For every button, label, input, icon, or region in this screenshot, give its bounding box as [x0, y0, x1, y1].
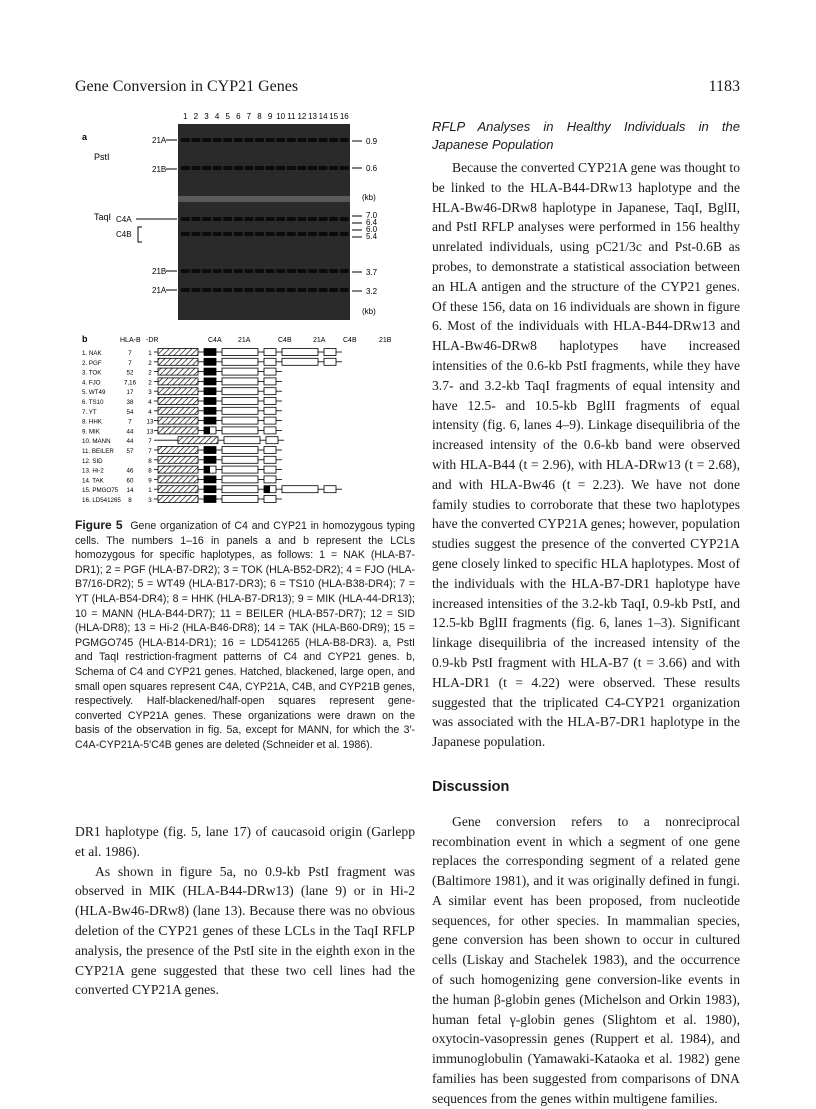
row-dr: 3: [148, 497, 152, 504]
gene-cyp21b: [264, 378, 276, 385]
gel-band: [191, 217, 200, 221]
row-hla-b: 7: [128, 350, 132, 357]
gene-c4a: [158, 447, 198, 454]
gel-band: [287, 217, 296, 221]
left-column: [75, 822, 415, 1000]
marker: 3.2: [366, 287, 378, 296]
row-name: 11. BEILER: [82, 448, 114, 455]
gel-band: [191, 166, 200, 170]
lane-number: 16: [339, 112, 349, 121]
row-name: 10. MANN: [82, 438, 111, 446]
gel-band: [191, 232, 200, 236]
gene-cyp21b: [324, 349, 336, 356]
row-hla-b: 44: [126, 428, 134, 436]
lane-number: 10: [276, 112, 286, 121]
gel-band: [340, 269, 349, 273]
row-name: 1. NAK: [82, 350, 102, 357]
col-hla-b: HLA-B: [120, 337, 141, 344]
gel-band: [297, 217, 306, 221]
marker: 0.9: [366, 137, 378, 146]
right-paragraph-1: Because the converted CYP21A gene was thought to be linked to the HLA-B44-DRw13 haplotype and the HLA-Bw46-DRw8 haplotype in Japanese, TaqI, BglII, and PstI RFLP analyses were performed in 156 healthy unrelated individuals, using pC21/3c and Pst-0.6B as probes, to demonstrate a statistical association between an HLA antigen and the structure of the CYP21 genes. Of these 156, data on 16 individuals are shown in figure 6. Most of the individuals with HLA-B44-DRw13 and HLA-Bw46-DRw8 haplotypes have increased intensities of the 0.6-kb PstI fragments, while they have 3.7- and 3.2-kb TaqI fragments of equal intensity and have 12.5- and 10.5-kb BglII fragments of equal intensity (fig. 6, lanes 4–9). Linkage disequilibria of the increased intensity of the 0.6-kb band were observed with HLA-B44 (t = 2.96), with HLA-DRw13 (t = 2.68), and with HLA-Bw46 (t = 2.23). We have not done family studies to corroborate that these two haplotypes have the converted CYP21A genes; however, population studies suggest the presence of the converted CYP21A gene closely linked to specific HLA haplotypes. Most of the individuals with the HLA-B7-DR1 haplotype have increased intensities of the 3.2-kb TaqI, 0.9-kb PstI, and 12.5-kb BglII fragments (fig. 6, lanes 1–3). Significant linkage disequilibria of the increased intensity of the 0.9-kb PstI fragment with HLA-B7 (t = 3.66) and with HLA-DR1 (t = 4.22) were observed. These results suggested that the triplicated C4-CYP21 organization was associated with the HLA-B7-DR1 haplotype in the Japanese population.: [432, 160, 740, 750]
row-hla-b: 52: [126, 369, 134, 377]
gene-c4a: [158, 456, 198, 463]
gel-band: [329, 269, 338, 273]
gene-c4a: [158, 398, 198, 405]
gel-band: [297, 138, 306, 142]
gel-band: [255, 232, 264, 236]
row-hla-b: 14: [126, 487, 134, 495]
gel-band: [287, 288, 296, 292]
figure-5a-gel: [80, 110, 415, 328]
gene-c4b: [222, 456, 258, 463]
gene-c4a: [158, 349, 198, 356]
gel-band: [319, 166, 328, 170]
gene-c4a: [158, 427, 198, 434]
gel-band: [297, 232, 306, 236]
row-name: 9. MIK: [82, 428, 100, 436]
gel-band: [202, 217, 211, 221]
gel-band: [276, 269, 285, 273]
left-paragraph-2: As shown in figure 5a, no 0.9-kb PstI fragment was observed in MIK (HLA-B44-DRw13) (lane 9) or in Hi-2 (HLA-Bw46-DRw8) (lane 13). Because there was no obvious deletion of the CYP21 genes of these LCLs in the TaqI RFLP analysis, the presence of the PstI site in the eighth exon in the CYP21A gene suggested that these two cell lines had the converted CYP21A genes.: [75, 863, 415, 998]
gene-c4b: [222, 358, 258, 365]
gel-band: [223, 138, 232, 142]
gene-c4b: [222, 417, 258, 424]
running-title: Gene Conversion in CYP21 Genes: [75, 78, 299, 95]
gel-band: [181, 288, 190, 292]
band-label-c4b: C4B: [116, 230, 132, 239]
gel-band: [234, 232, 243, 236]
lane-number: 3: [204, 112, 209, 121]
gene-cyp21b: [264, 466, 276, 473]
gel-band: [319, 232, 328, 236]
gene-c4b: [282, 358, 318, 365]
row-hla-b: 60: [126, 477, 134, 485]
gene-c4b: [222, 398, 258, 405]
gene-cyp21b: [264, 427, 276, 434]
row-dr: 3: [148, 389, 152, 397]
gel-band: [213, 288, 222, 292]
row-name: 7. YT: [82, 408, 97, 416]
gene-cyp21b: [264, 417, 276, 424]
row-name: 4. FJO: [82, 379, 101, 387]
gene-c4b: [222, 378, 258, 385]
row-dr: 9: [148, 477, 152, 485]
gel-band: [308, 138, 317, 142]
gel-band: [223, 217, 232, 221]
gene-cyp21b: [324, 486, 336, 493]
gel-band: [181, 166, 190, 170]
caption-text: Gene organization of C4 and CYP21 in homozygous typing cells. The numbers 1–16 in panels a and b represent the LCLs homozygous for specific haplotypes, as follows: 1 = NAK (HLA-B7-DR1); 2 = PGF (HLA-B7-DR2); 3 = TOK (HLA-B52-DR2); 4 = FJO (HLA-B7/16-DR2); 5 = WT49 (HLA-B17-DR3); 6 = TS10 (HLA-B38-DR4); 7 = YT (HLA-B54-DR4); 8 = HHK (HLA-B7-DR13); 9 = MIK (HLA-44-DR13); 10 = MANN (HLA-B44-DR7); 11 = BEILER (HLA-B57-DR7); 12 = SID (HLA-DR8); 13 = Hi-2 (HLA-B46-DR8); 14 = TAK (HLA-B60-DR9); 15 = PGMGO745 (HLA-B14-DR1); 16 = LD541265 (HLA-B8-DR3). a, PstI and TaqI restriction-fragment patterns of C4 and CYP21 genes. b, Schema of C4 and CYP21 genes. Hatched, blackened, large open, and small open squares represent C4A, CYP21A, C4B, and CYP21B genes, respectively. Half-blackened/half-open squares represent gene-converted CYP21A genes. These organizations were drawn on the basis of the observation in fig. 5a, except for MANN, for which the 3′-C4A-CYP21A-5′C4B genes are deleted (Schneider et al. 1986).: [75, 520, 415, 751]
right-paragraph-2: Gene conversion refers to a nonreciprocal recombination event in which a segment of one gene replaces the corresponding segment of a related gene (Baltimore 1981), and it was originally defined in fungi. A similar event has been proposed, from nucleotide sequences, for other species. In mammalian species, gene conversion has been shown to occur in cultured cells (Liskay and Stachelek 1983), and the occurrence of such homogenizing gene conversion-like events in the human β-globin genes (Michelson and Orkin 1983), human fetal γ-globin genes (Slightom et al. 1980), oxytocin-vasopressin genes (Ruppert et al. 1984), and immunoglobulin (Yamawaki-Kataoka et al. 1982) gene families has been suggested from comparisons of DNA sequences from the genes within multigene families.: [432, 813, 740, 1106]
gel-band: [329, 217, 338, 221]
caption-label: Figure 5: [75, 518, 123, 532]
gel-band: [244, 288, 253, 292]
discussion-heading: Discussion: [432, 778, 510, 795]
lane-number: 9: [267, 112, 273, 121]
lane-number: 1: [183, 112, 188, 121]
gel-band: [319, 269, 328, 273]
gel-band: [223, 232, 232, 236]
row-dr: 8: [148, 467, 152, 475]
gel-band: [234, 166, 243, 170]
gene-cyp21a: [204, 447, 216, 454]
marker: 3.7: [366, 268, 378, 277]
gene-cyp21b: [264, 349, 276, 356]
row-hla-b: 54: [126, 408, 134, 416]
gel-band: [255, 166, 264, 170]
gene-cyp21a: [204, 368, 216, 375]
gene-c4b: [222, 476, 258, 483]
lane-number: 8: [257, 112, 262, 121]
gel-band: [234, 217, 243, 221]
row-hla-b: 17: [126, 389, 134, 397]
row-name: 12. SID: [82, 457, 103, 465]
gene-c4a: [158, 496, 198, 503]
marker: 5.4: [366, 232, 378, 241]
row-dr: 7: [148, 448, 152, 455]
row-name: 16. LD541265: [82, 497, 121, 504]
gene-c4b: [222, 407, 258, 414]
gel-band: [340, 288, 349, 292]
row-name: 2. PGF: [82, 359, 102, 367]
gene-c4b: [222, 427, 258, 434]
gel-band: [340, 166, 349, 170]
gene-c4b: [222, 368, 258, 375]
gene-cyp21b: [264, 476, 276, 483]
gene-cyp21b: [264, 398, 276, 405]
gene-c4a: [158, 407, 198, 414]
row-dr: 2: [148, 379, 152, 387]
gel-band: [191, 288, 200, 292]
gel-band: [202, 288, 211, 292]
gene-cyp21a: [204, 496, 216, 503]
row-dr: 1: [148, 350, 152, 357]
lane-number: 12: [297, 112, 307, 121]
row-dr: 7: [148, 438, 152, 446]
marker: 7.0: [366, 211, 378, 220]
gene-cyp21a: [204, 456, 216, 463]
figure-caption: [75, 518, 415, 753]
gel-band: [223, 166, 232, 170]
gene-c4b: [282, 349, 318, 356]
gene-cyp21b: [264, 496, 276, 503]
gene-c4a: [158, 388, 198, 395]
gel-band: [255, 217, 264, 221]
gene-c4b: [224, 437, 260, 444]
lane-number: 7: [246, 112, 252, 121]
gel-band: [319, 288, 328, 292]
gel-band: [308, 269, 317, 273]
gene-cyp21a: [204, 486, 216, 493]
row-dr: 13: [146, 428, 154, 436]
gene-c4b: [222, 466, 258, 473]
gene-cyp21a: [204, 388, 216, 395]
col-gene: C4A: [208, 337, 222, 344]
col-gene: C4B: [343, 337, 357, 344]
gel-band: [202, 138, 211, 142]
gene-cyp21b: [264, 456, 276, 463]
row-hla-b: 7: [128, 418, 132, 426]
gel-band: [287, 138, 296, 142]
gene-c4a: [158, 466, 198, 473]
marker: 6.0: [366, 225, 378, 234]
band-label-21a-taq: 21A: [152, 286, 167, 295]
gel-band: [266, 288, 275, 292]
gel-band: [213, 138, 222, 142]
gene-c4a: [178, 437, 218, 444]
gene-cyp21a: [204, 407, 216, 414]
row-dr: 2: [148, 359, 152, 367]
gene-c4a: [158, 476, 198, 483]
row-hla-b: 38: [126, 399, 134, 406]
row-name: 15. PMGO75: [82, 487, 119, 495]
gel-band: [340, 232, 349, 236]
gene-cyp21b: [264, 407, 276, 414]
gel-band: [297, 269, 306, 273]
converted-half: [264, 486, 270, 493]
gene-c4a: [158, 378, 198, 385]
gene-cyp21b: [324, 358, 336, 365]
row-name: 13. Hi-2: [82, 467, 104, 475]
gel-band: [234, 269, 243, 273]
lane-number: 6: [236, 112, 241, 121]
gene-c4a: [158, 486, 198, 493]
gene-c4b: [222, 388, 258, 395]
right-column: [432, 118, 740, 1109]
row-dr: 8: [148, 457, 152, 465]
lane-number: 5: [225, 112, 230, 121]
gene-cyp21b: [264, 447, 276, 454]
gel-band: [297, 288, 306, 292]
gene-cyp21a: [204, 349, 216, 356]
gel-band: [276, 166, 285, 170]
lane-number: 11: [287, 112, 296, 121]
gel-band: [213, 232, 222, 236]
col-dr: -DR: [146, 337, 159, 344]
gel-band: [202, 269, 211, 273]
gel-band: [244, 232, 253, 236]
panel-a-label: a: [82, 132, 88, 142]
gel-band: [191, 138, 200, 142]
gel-band: [244, 138, 253, 142]
gel-band: [234, 138, 243, 142]
gene-cyp21a: [204, 398, 216, 405]
gene-c4b: [282, 486, 318, 493]
gel-band: [181, 217, 190, 221]
row-dr: 2: [148, 369, 152, 377]
gel-band: [287, 166, 296, 170]
gene-cyp21a: [204, 378, 216, 385]
col-gene: C4B: [278, 337, 292, 344]
gel-band: [181, 138, 190, 142]
marker: 6.4: [366, 218, 378, 227]
gel-band: [181, 232, 190, 236]
gel-band: [308, 288, 317, 292]
gel-band: [255, 138, 264, 142]
gel-band: [255, 288, 264, 292]
gel-band: [213, 217, 222, 221]
band-label-21b: 21B: [152, 165, 167, 174]
row-hla-b: 7,16: [123, 379, 137, 387]
gene-c4a: [158, 417, 198, 424]
gel-band: [244, 217, 253, 221]
gel-band: [191, 269, 200, 273]
gene-cyp21a: [204, 358, 216, 365]
row-dr: 4: [148, 408, 152, 416]
gene-cyp21a: [204, 417, 216, 424]
row-hla-b: 44: [126, 438, 134, 446]
gel-band: [276, 288, 285, 292]
gel-band: [266, 232, 275, 236]
gel-band: [287, 232, 296, 236]
converted-half: [204, 427, 210, 434]
gel-band: [181, 269, 190, 273]
band-label-21a: 21A: [152, 136, 167, 145]
gene-c4b: [222, 349, 258, 356]
row-hla-b: 57: [126, 448, 134, 455]
gel-band: [213, 166, 222, 170]
gel-band: [297, 166, 306, 170]
gene-cyp21b: [264, 388, 276, 395]
gel-band: [308, 232, 317, 236]
gene-c4a: [158, 368, 198, 375]
gene-cyp21b: [264, 368, 276, 375]
lane-number: 13: [308, 112, 317, 121]
pst-label: PstI: [94, 152, 110, 162]
gel-band: [202, 232, 211, 236]
converted-half: [204, 466, 210, 473]
row-name: 6. TS10: [82, 399, 104, 406]
lane-number: 14: [318, 112, 328, 121]
gel-band: [308, 166, 317, 170]
gel-band: [276, 138, 285, 142]
marker: 0.6: [366, 164, 378, 173]
row-dr: 13: [146, 418, 154, 426]
gel-band: [319, 138, 328, 142]
band-label-c4a: C4A: [116, 215, 132, 224]
gene-c4b: [222, 486, 258, 493]
figure-5b-schema: [80, 330, 415, 510]
gene-cyp21b: [266, 437, 278, 444]
gel-band: [276, 217, 285, 221]
gel-band: [255, 269, 264, 273]
gene-cyp21a: [204, 476, 216, 483]
panel-b-label: b: [82, 334, 88, 344]
gel-band: [266, 269, 275, 273]
gel-band: [340, 138, 349, 142]
row-name: 8. HHK: [82, 418, 102, 426]
col-gene: 21B: [379, 337, 392, 344]
lane-number: 2: [193, 112, 199, 121]
lane-number: 4: [214, 112, 220, 121]
gel-band: [329, 138, 338, 142]
gel-band: [266, 166, 275, 170]
row-hla-b: 8: [128, 497, 132, 504]
gel-band: [287, 269, 296, 273]
col-gene: 21A: [238, 337, 251, 344]
gel-band: [223, 269, 232, 273]
gene-c4b: [222, 496, 258, 503]
row-name: 3. TOK: [82, 369, 102, 377]
row-hla-b: 46: [126, 467, 134, 475]
gel-band: [244, 269, 253, 273]
gel-band: [244, 166, 253, 170]
gel-band: [308, 217, 317, 221]
left-paragraph-1: DR1 haplotype (fig. 5, lane 17) of caucasoid origin (Garlepp et al. 1986).: [75, 824, 415, 859]
gel-band: [202, 166, 211, 170]
gene-cyp21b: [264, 358, 276, 365]
gel-band: [329, 288, 338, 292]
col-gene: 21A: [313, 337, 326, 344]
gel-band: [234, 288, 243, 292]
gene-c4a: [158, 358, 198, 365]
row-dr: 1: [148, 487, 152, 495]
gel-band: [319, 217, 328, 221]
gel-band: [223, 288, 232, 292]
gene-c4b: [222, 447, 258, 454]
gel-band: [276, 232, 285, 236]
gel-band: [213, 269, 222, 273]
row-hla-b: 7: [128, 359, 132, 367]
page-number: 1183: [708, 78, 740, 95]
row-name: 5. WT49: [82, 389, 106, 397]
gel-band: [340, 217, 349, 221]
taq-label: TaqI: [94, 212, 112, 222]
kb-unit: (kb): [362, 307, 376, 316]
gel-band: [266, 217, 275, 221]
gel-band: [266, 138, 275, 142]
row-dr: 4: [148, 399, 152, 406]
section-title: RFLP Analyses in Healthy Individuals in the Japanese Population: [432, 119, 740, 152]
band-label-21b-taq: 21B: [152, 267, 167, 276]
gel-band: [329, 166, 338, 170]
row-name: 14. TAK: [82, 477, 104, 485]
kb-unit: (kb): [362, 193, 376, 202]
gel-band: [329, 232, 338, 236]
lane-number: 15: [329, 112, 339, 121]
